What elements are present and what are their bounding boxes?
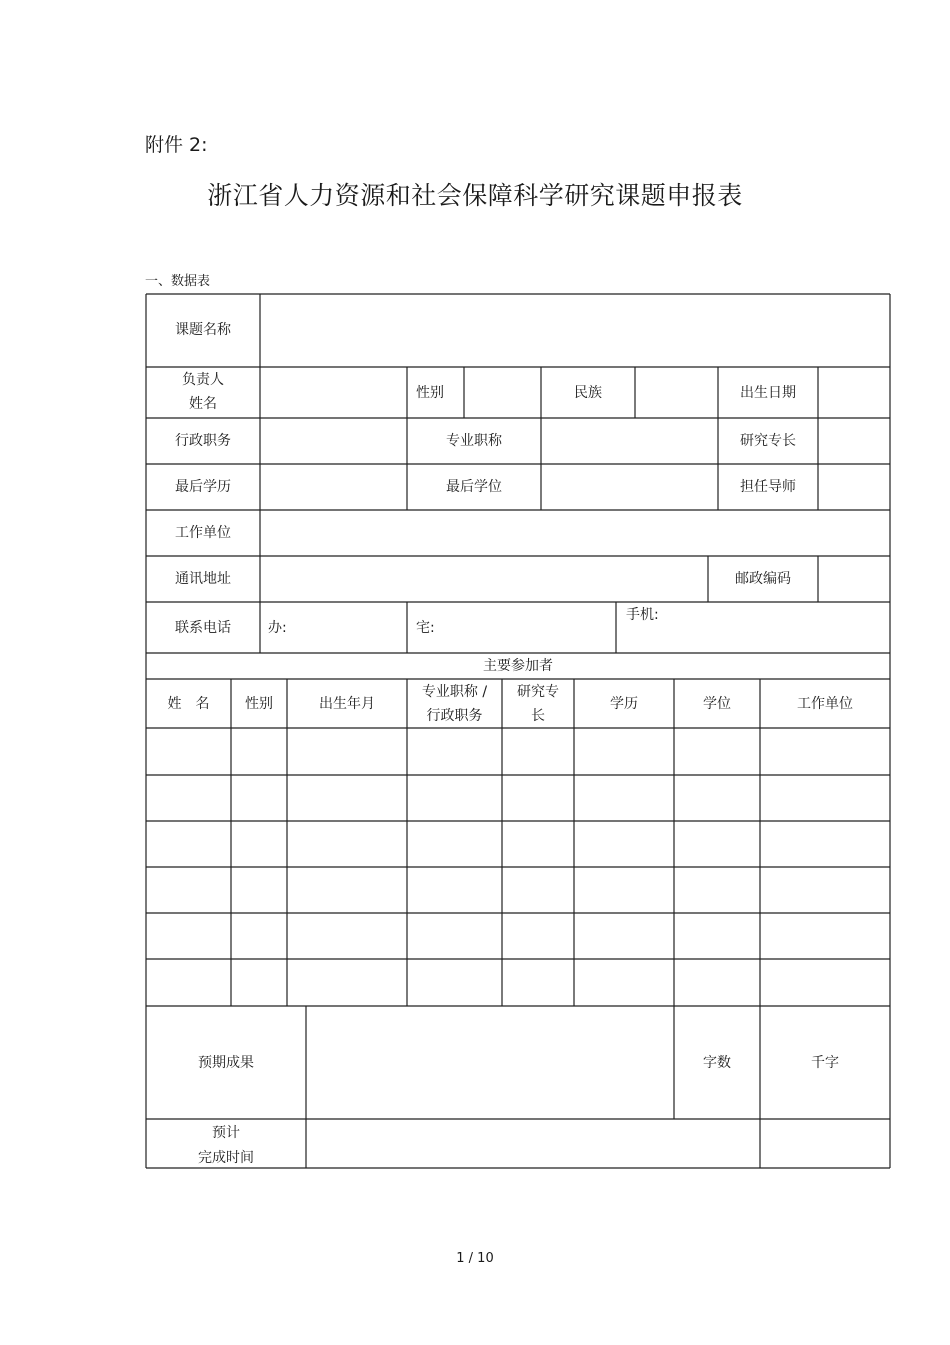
postcode-label: 邮政编码	[735, 571, 791, 587]
supervisor-field[interactable]	[819, 465, 889, 509]
participants-title: 主要参加者	[483, 658, 553, 674]
mobile-phone-field[interactable]	[665, 603, 889, 652]
work-unit-label: 工作单位	[175, 525, 231, 541]
home-phone-field[interactable]	[438, 603, 615, 652]
research-specialty-field[interactable]	[819, 419, 889, 463]
last-education-field[interactable]	[261, 465, 406, 509]
expected-outcome-label: 预期成果	[198, 1055, 254, 1071]
mobile-phone-label: 手机:	[626, 607, 659, 623]
last-degree-field[interactable]	[542, 465, 717, 509]
page-number: 1 / 10	[456, 1251, 494, 1266]
col-specialty-header-line2: 长	[531, 708, 545, 724]
birth-date-label: 出生日期	[740, 385, 796, 401]
admin-post-label: 行政职务	[175, 433, 231, 449]
prof-title-label: 专业职称	[446, 433, 502, 449]
col-title-header-line1: 专业职称 /	[421, 684, 488, 700]
admin-post-field[interactable]	[261, 419, 406, 463]
word-count-label: 字数	[703, 1055, 731, 1071]
address-field[interactable]	[261, 557, 707, 601]
work-unit-field[interactable]	[261, 511, 889, 555]
ethnicity-label: 民族	[574, 385, 602, 401]
col-education-header: 学历	[610, 696, 638, 712]
gender-label: 性别	[416, 385, 444, 401]
participant-row[interactable]	[147, 776, 889, 820]
word-count-unit-label: 千字	[811, 1055, 839, 1071]
col-name-header: 姓 名	[167, 696, 210, 712]
office-phone-label: 办:	[268, 620, 287, 636]
completion-time-field[interactable]	[307, 1120, 759, 1167]
participant-row[interactable]	[147, 960, 889, 1005]
postcode-field[interactable]	[819, 557, 889, 601]
supervisor-label: 担任导师	[740, 479, 796, 495]
col-degree-header: 学位	[703, 696, 731, 712]
topic-name-label: 课题名称	[175, 322, 231, 338]
birth-date-field[interactable]	[819, 368, 889, 417]
participant-row[interactable]	[147, 868, 889, 912]
prof-title-field[interactable]	[542, 419, 717, 463]
last-degree-label: 最后学位	[446, 479, 502, 495]
office-phone-field[interactable]	[290, 603, 406, 652]
col-title-header-line2: 行政职务	[426, 708, 483, 724]
expected-outcome-field[interactable]	[307, 1007, 673, 1118]
attachment-label: 附件 2:	[145, 134, 208, 156]
section-title: 一、数据表	[145, 274, 211, 289]
completion-time-extra-field[interactable]	[761, 1120, 889, 1167]
col-unit-header: 工作单位	[797, 696, 853, 712]
completion-time-label-line1: 预计	[212, 1125, 240, 1141]
col-specialty-header-line1: 研究专	[517, 684, 559, 700]
research-specialty-label: 研究专长	[740, 433, 796, 449]
participant-row[interactable]	[147, 822, 889, 866]
home-phone-label: 宅:	[416, 620, 435, 636]
address-label: 通讯地址	[175, 571, 231, 587]
gender-field[interactable]	[465, 368, 540, 417]
completion-time-label-line2: 完成时间	[198, 1150, 254, 1166]
participant-row[interactable]	[147, 914, 889, 958]
col-gender-header: 性别	[245, 696, 273, 712]
last-education-label: 最后学历	[175, 479, 231, 495]
ethnicity-field[interactable]	[636, 368, 717, 417]
document-title: 浙江省人力资源和社会保障科学研究课题申报表	[207, 181, 743, 210]
topic-name-field[interactable]	[261, 295, 889, 366]
col-birth-header: 出生年月	[319, 696, 375, 712]
participant-row[interactable]	[147, 729, 889, 774]
leader-name-label-line1: 负责人	[182, 372, 224, 388]
leader-name-field[interactable]	[261, 368, 406, 417]
phone-label: 联系电话	[175, 620, 231, 636]
leader-name-label-line2: 姓名	[189, 396, 217, 412]
